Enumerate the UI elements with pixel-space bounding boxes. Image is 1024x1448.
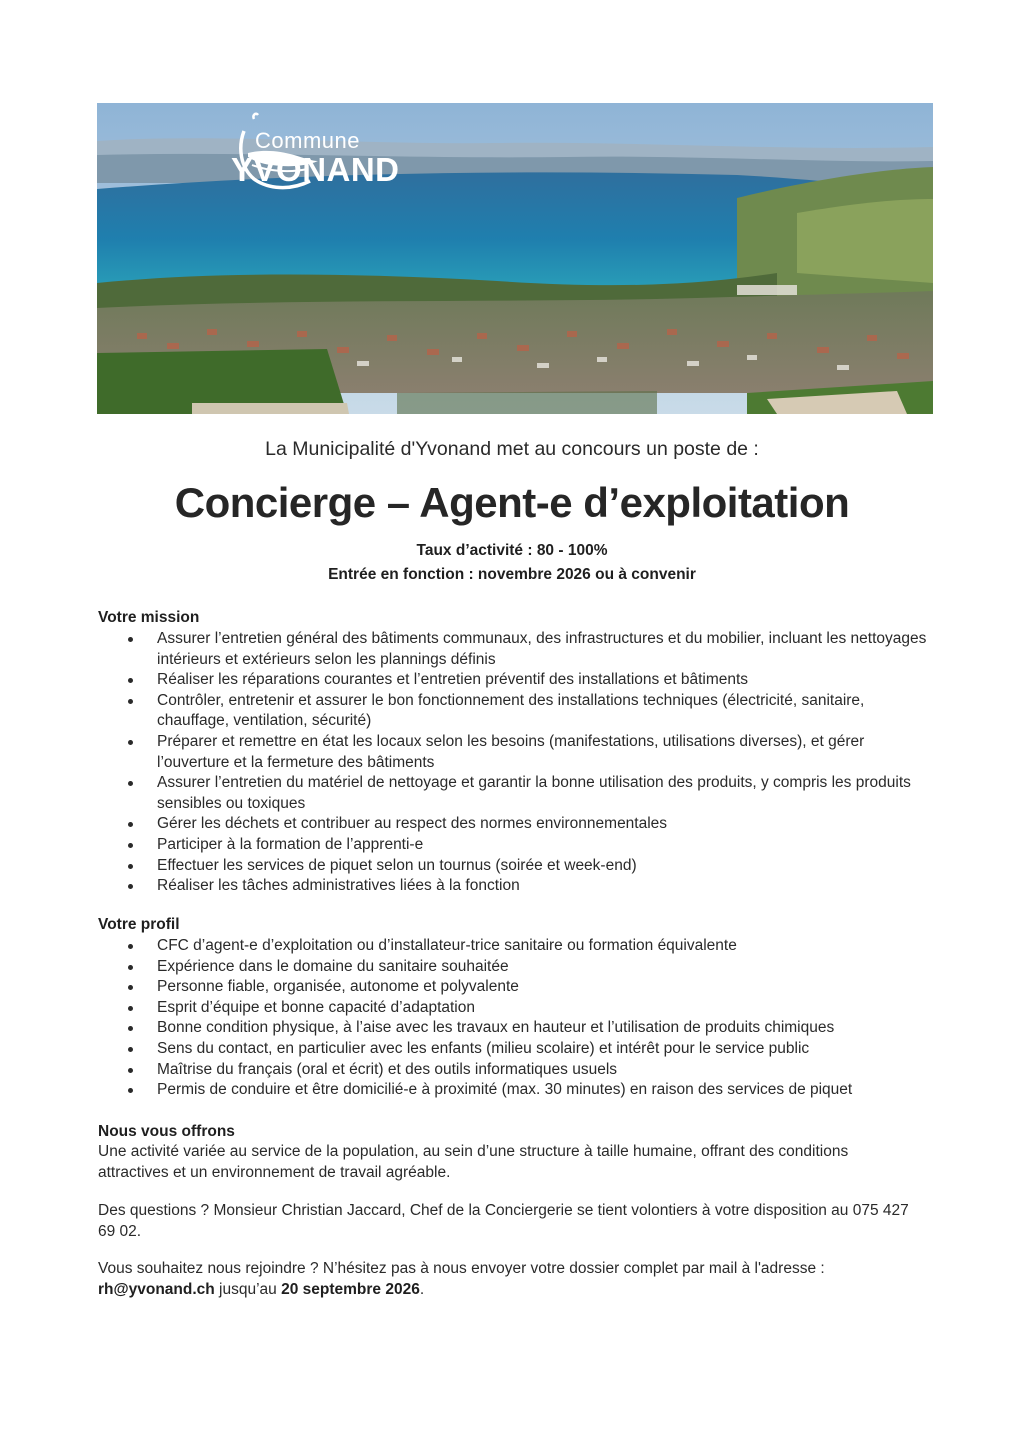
application-until: jusqu’au bbox=[214, 1280, 282, 1298]
contact-paragraph: Des questions ? Monsieur Christian Jaccard, Chef de la Conciergerie se tient volontiers à votre disposition au 075 427 69 02. bbox=[98, 1202, 909, 1240]
list-item: Personne fiable, organisée, autonome et polyvalente bbox=[98, 977, 928, 998]
list-item: Réaliser les tâches administratives liées à la fonction bbox=[98, 876, 928, 897]
start-date: Entrée en fonction : novembre 2026 ou à convenir bbox=[328, 566, 696, 583]
job-title: Concierge – Agent-e d’exploitation bbox=[174, 479, 850, 526]
application-text: Vous souhaitez nous rejoindre ? N’hésitez pas à nous envoyer votre dossier complet par mail à l'adresse : bbox=[98, 1260, 825, 1277]
activity-rate: Taux d’activité : 80 - 100% bbox=[416, 542, 608, 559]
header-photo bbox=[97, 103, 933, 414]
profile-list bbox=[98, 936, 928, 1101]
list-item: Esprit d’équipe et bonne capacité d’adaptation bbox=[98, 998, 928, 1019]
list-item: Participer à la formation de l’apprenti-e bbox=[98, 835, 928, 856]
list-item: Maîtrise du français (oral et écrit) et des outils informatiques usuels bbox=[98, 1060, 928, 1081]
email-link[interactable]: rh@yvonand.ch bbox=[98, 1280, 215, 1298]
mission-heading: Votre mission bbox=[98, 609, 200, 626]
commune-logo bbox=[127, 111, 427, 191]
application-end: . bbox=[419, 1280, 425, 1298]
list-item: Gérer les déchets et contribuer au respect des normes environnementales bbox=[98, 814, 928, 835]
intro-text: La Municipalité d'Yvonand met au concours un poste de : bbox=[265, 438, 759, 460]
list-item: Assurer l’entretien général des bâtiments communaux, des infrastructures et du mobilier, incluant les nettoyages intérieurs et extérieurs selon les plannings définis bbox=[98, 629, 928, 670]
mission-list bbox=[98, 629, 928, 897]
application-deadline: 20 septembre 2026 bbox=[281, 1280, 420, 1298]
list-item: Effectuer les services de piquet selon un tournus (soirée et week-end) bbox=[98, 856, 928, 877]
list-item: Réaliser les réparations courantes et l’entretien préventif des installations et bâtiments bbox=[98, 670, 928, 691]
list-item: Expérience dans le domaine du sanitaire souhaitée bbox=[98, 957, 928, 978]
list-item: Permis de conduire et être domicilié-e à proximité (max. 30 minutes) en raison des services de piquet bbox=[98, 1080, 928, 1101]
list-item: Sens du contact, en particulier avec les enfants (milieu scolaire) et intérêt pour le service public bbox=[98, 1039, 928, 1060]
offer-text: Une activité variée au service de la population, au sein d’une structure à taille humaine, offrant des conditions attractives et un environnement de travail agréable. bbox=[98, 1143, 849, 1181]
logo-text-commune: Commune bbox=[255, 128, 360, 153]
application-paragraph bbox=[98, 1259, 918, 1300]
list-item: Assurer l’entretien du matériel de nettoyage et garantir la bonne utilisation des produits, y compris les produits sensibles ou toxiques bbox=[98, 773, 928, 814]
list-item: Préparer et remettre en état les locaux selon les besoins (manifestations, utilisations diverses), et gérer l’ouverture et la fermeture des bâtiments bbox=[98, 732, 928, 773]
offer-heading: Nous vous offrons bbox=[98, 1123, 235, 1140]
logo-text-yvonand: YVONAND bbox=[231, 151, 400, 188]
list-item: CFC d’agent-e d’exploitation ou d’installateur-trice sanitaire ou formation équivalente bbox=[98, 936, 928, 957]
list-item: Bonne condition physique, à l’aise avec les travaux en hauteur et l’utilisation de produits chimiques bbox=[98, 1018, 928, 1039]
list-item: Contrôler, entretenir et assurer le bon fonctionnement des installations techniques (électricité, sanitaire, chauffage, ventilation, sécurité) bbox=[98, 691, 928, 732]
profile-heading: Votre profil bbox=[98, 916, 180, 933]
job-meta bbox=[0, 539, 1024, 587]
